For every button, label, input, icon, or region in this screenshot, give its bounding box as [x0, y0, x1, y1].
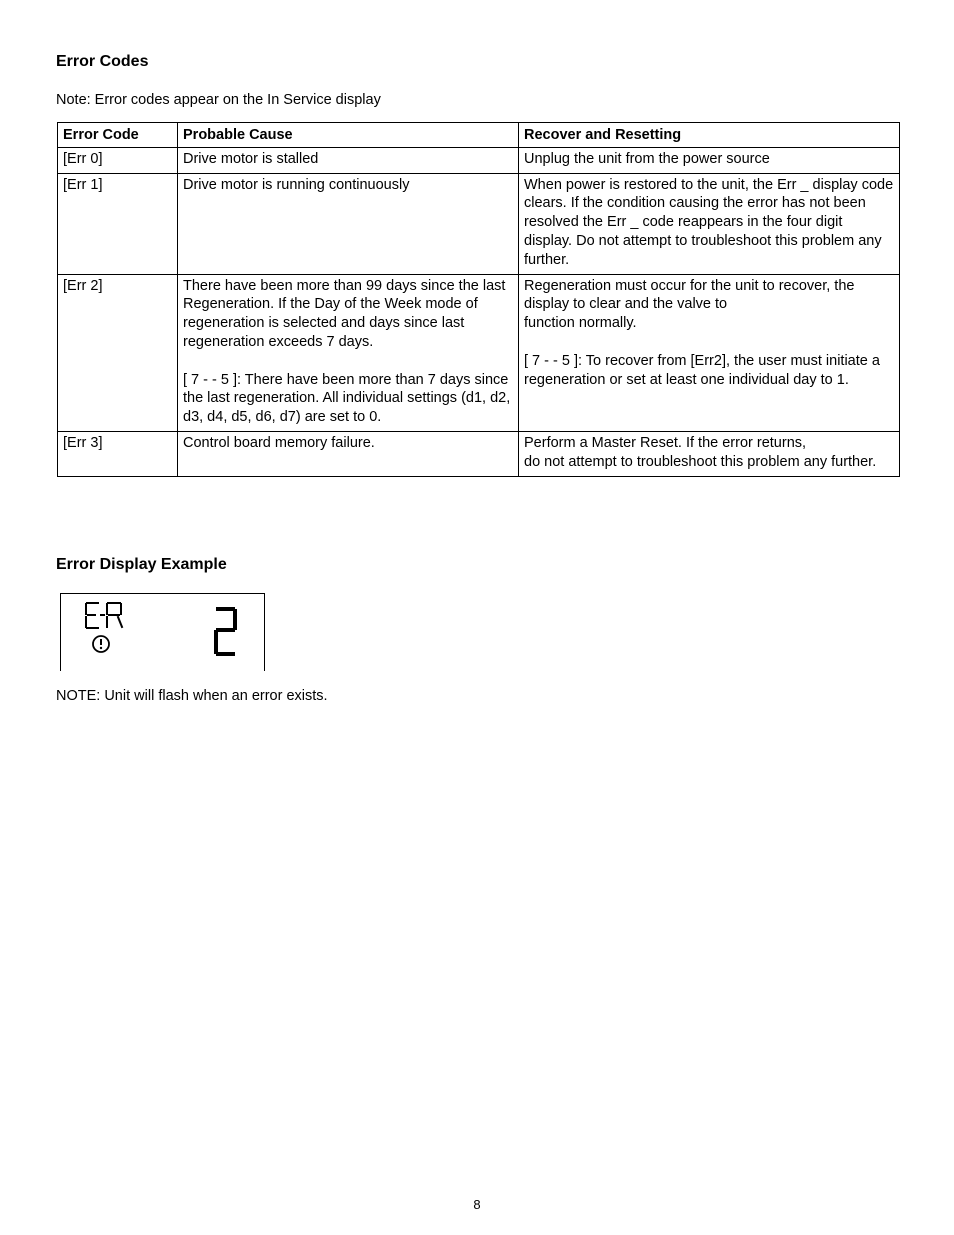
error-code-cell: [Err 1]: [58, 173, 178, 274]
alert-circle-icon: [93, 636, 109, 652]
table-row: [58, 173, 900, 274]
page-number: 8: [473, 1197, 481, 1212]
lcd-glyph-r: [107, 603, 122, 627]
table-header-row: [58, 123, 900, 148]
probable-cause-cell: Drive motor is running continuously: [178, 173, 519, 274]
section-title: Error Codes: [56, 53, 149, 70]
lcd-glyph-2: [216, 609, 235, 654]
error-codes-table: [57, 122, 900, 477]
recover-cell: Regeneration must occur for the unit to recover, the display to clear and the valve to function normally. [ 7 - - 5 ]: To recover from [Err2], the user must initiate a regeneration or set at least one individual day to 1.: [519, 274, 900, 431]
table-row: [58, 431, 900, 476]
lcd-glyphs: [61, 594, 264, 671]
note-text: Note: Error codes appear on the In Service display: [56, 92, 381, 108]
column-header-probable-cause: Probable Cause: [178, 123, 519, 148]
error-code-cell: [Err 2]: [58, 274, 178, 431]
probable-cause-cell: There have been more than 99 days since the last Regeneration. If the Day of the Week mode of regeneration is selected and days since last regeneration exceeds 7 days. [ 7 - - 5 ]: There have been more than 7 days since the last regeneration. All individual settings (d1, d2, d3, d4, d5, d6, d7) are set to 0.: [178, 274, 519, 431]
table-row: [58, 147, 900, 173]
probable-cause-cell: Drive motor is stalled: [178, 147, 519, 173]
recover-cell: Unplug the unit from the power source: [519, 147, 900, 173]
error-display-example: [60, 593, 265, 671]
recover-cell: When power is restored to the unit, the Err _ display code clears. If the condition causing the error has not been resolved the Err _ code reappears in the four digit display. Do not attempt to troubleshoot this problem any further.: [519, 173, 900, 274]
column-header-recover: Recover and Resetting: [519, 123, 900, 148]
recover-cell: Perform a Master Reset. If the error returns, do not attempt to troubleshoot this problem any further.: [519, 431, 900, 476]
error-code-cell: [Err 0]: [58, 147, 178, 173]
probable-cause-cell: Control board memory failure.: [178, 431, 519, 476]
table-row: [58, 274, 900, 431]
display-example-title: Error Display Example: [56, 556, 227, 573]
bottom-note: NOTE: Unit will flash when an error exists.: [56, 688, 328, 704]
column-header-error-code: Error Code: [58, 123, 178, 148]
error-code-cell: [Err 3]: [58, 431, 178, 476]
lcd-glyph-e: [86, 603, 98, 628]
